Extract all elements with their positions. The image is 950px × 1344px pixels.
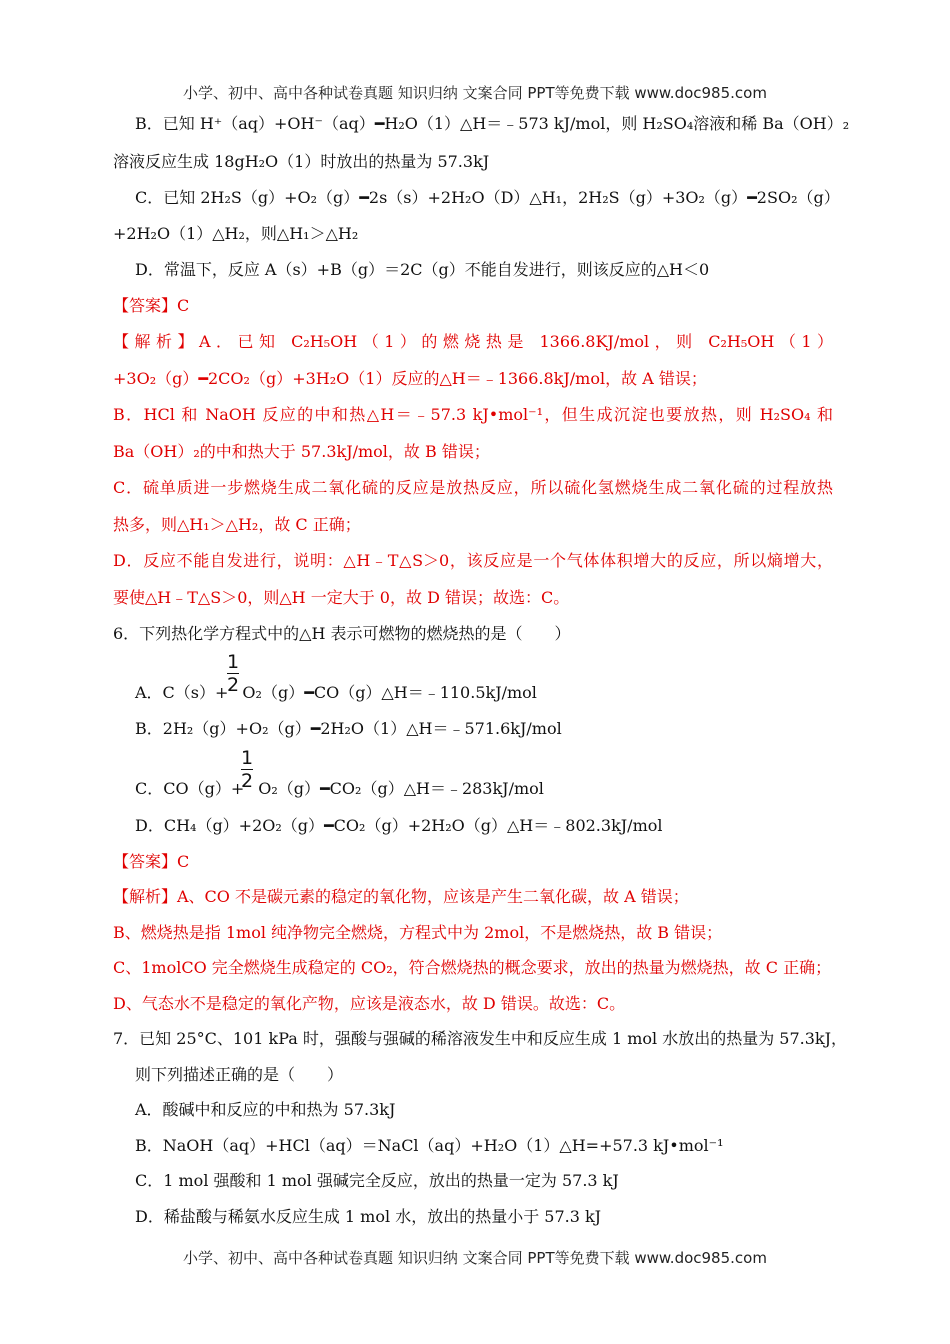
fraction-denominator: 2 xyxy=(226,674,240,696)
q5-explanation-line3: B．HCl 和 NaOH 反应的中和热△H＝﹣57.3 kJ•mol⁻¹，但生成沉淀也要放热，则 H₂SO₄ 和 xyxy=(113,405,833,424)
q6-option-a-post: O₂（g）━CO（g）△H＝﹣110.5kJ/mol xyxy=(242,683,537,702)
q7-stem-line1: 7．已知 25°C、101 kPa 时，强酸与强碱的稀溶液发生中和反应生成 1 mol 水放出的热量为 57.3kJ， xyxy=(113,1029,848,1048)
q6-option-c-pre: C．CO（g）+ xyxy=(135,779,245,798)
fraction-numerator: 1 xyxy=(226,651,240,673)
q6-explanation-line4: D、气态水不是稳定的氧化产物，应该是液态水，故 D 错误。故选：C。 xyxy=(113,994,626,1013)
q6-explanation-line3: C、1molCO 完全燃烧生成稳定的 CO₂，符合燃烧热的概念要求，放出的热量为燃烧热，故 C 正确； xyxy=(113,958,832,977)
q5-option-d: D．常温下，反应 A（s）+B（g）＝2C（g）不能自发进行，则该反应的△H＜0 xyxy=(135,260,710,279)
q5-explanation-line8: 要使△H﹣T△S＞0，则△H 一定大于 0，故 D 错误；故选：C。 xyxy=(113,588,570,607)
q6-option-a xyxy=(135,680,537,703)
q6-explanation-line1: 【解析】A、CO 不是碳元素的稳定的氧化物，应该是产生二氧化碳，故 A 错误； xyxy=(113,887,689,906)
fraction-numerator: 1 xyxy=(240,747,254,769)
q6-explanation-line2: B、燃烧热是指 1mol 纯净物完全燃烧，方程式中为 2mol，不是燃烧热，故 B 错误； xyxy=(113,923,723,942)
q5-answer: 【答案】C xyxy=(113,296,190,315)
page-header: 小学、初中、高中各种试卷真题 知识归纳 文案合同 PPT等免费下载 www.doc985.com xyxy=(183,84,767,102)
q5-option-c-line2: +2H₂O（1）△H₂，则△H₁＞△H₂ xyxy=(113,224,359,243)
q6-option-c xyxy=(135,776,544,799)
q6-option-c-post: O₂（g）━CO₂（g）△H＝﹣283kJ/mol xyxy=(258,779,544,798)
q7-stem-line2: 则下列描述正确的是（ ） xyxy=(135,1065,344,1084)
q7-option-a: A．酸碱中和反应的中和热为 57.3kJ xyxy=(135,1100,396,1119)
q7-option-c: C．1 mol 强酸和 1 mol 强碱完全反应，放出的热量一定为 57.3 kJ xyxy=(135,1171,619,1190)
q5-option-c-line1: C．已知 2H₂S（g）+O₂（g）━2s（s）+2H₂O（D）△H₁，2H₂S（g）+3O₂（g）━2SO₂（g） xyxy=(135,188,840,207)
q5-explanation-line6: 热多，则△H₁＞△H₂，故 C 正确； xyxy=(113,515,361,534)
q5-explanation-line4: Ba（OH）₂的中和热大于 57.3kJ/mol，故 B 错误； xyxy=(113,442,490,461)
q6-option-d: D．CH₄（g）+2O₂（g）━CO₂（g）+2H₂O（g）△H＝﹣802.3kJ/mol xyxy=(135,816,663,835)
q5-option-b-line1: B．已知 H⁺（aq）+OH⁻（aq）━H₂O（1）△H＝﹣573 kJ/mol，则 H₂SO₄溶液和稀 Ba（OH）₂ xyxy=(135,114,850,133)
q6-answer: 【答案】C xyxy=(113,852,190,871)
q7-option-b: B．NaOH（aq）+HCl（aq）＝NaCl（aq）+H₂O（1）△H=+57.3 kJ•mol⁻¹ xyxy=(135,1136,724,1155)
q5-option-b-line2: 溶液反应生成 18gH₂O（1）时放出的热量为 57.3kJ xyxy=(113,152,490,171)
q6-stem: 6．下列热化学方程式中的△H 表示可燃物的燃烧热的是（ ） xyxy=(113,624,571,643)
q5-explanation-line5: C．硫单质进一步燃烧生成二氧化硫的反应是放热反应，所以硫化氢燃烧生成二氧化硫的过程放热 xyxy=(113,478,833,497)
fraction-denominator: 2 xyxy=(240,770,254,792)
q6-option-a-pre: A．C（s）+ xyxy=(135,683,229,702)
q5-explanation-line2: +3O₂（g）━2CO₂（g）+3H₂O（1）反应的△H＝﹣1366.8kJ/mol，故 A 错误； xyxy=(113,369,707,388)
page-footer: 小学、初中、高中各种试卷真题 知识归纳 文案合同 PPT等免费下载 www.doc985.com xyxy=(183,1249,767,1267)
q5-explanation-line1: 【解析】A．已知 C₂H₅OH（1）的燃烧热是 1366.8KJ/mol，则 C₂H₅OH（1） xyxy=(113,332,833,351)
q6-option-b: B．2H₂（g）+O₂（g）━2H₂O（1）△H＝﹣571.6kJ/mol xyxy=(135,719,562,738)
q7-option-d: D．稀盐酸与稀氨水反应生成 1 mol 水，放出的热量小于 57.3 kJ xyxy=(135,1207,602,1226)
q5-explanation-line7: D．反应不能自发进行，说明：△H﹣T△S＞0，该反应是一个气体体积增大的反应，所以熵增大， xyxy=(113,551,833,570)
